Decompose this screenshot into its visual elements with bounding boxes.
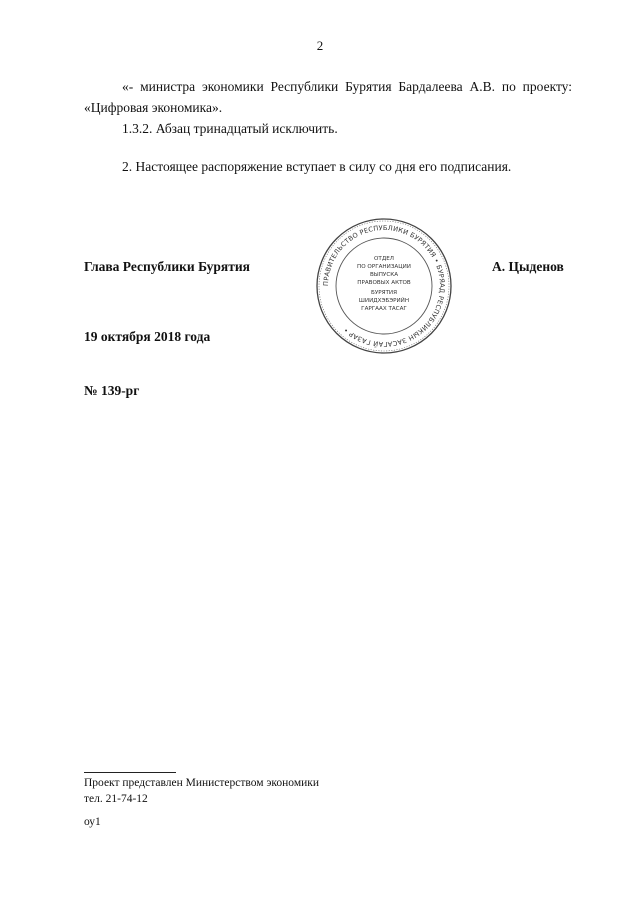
signatory-title: Глава Республики Бурятия bbox=[84, 259, 250, 274]
seal-line-2: ПО ОРГАНИЗАЦИИ bbox=[357, 264, 411, 270]
signatory-name: А. Цыденов bbox=[492, 259, 564, 274]
footnote-divider bbox=[84, 772, 176, 773]
footnote-line-3: оу1 bbox=[84, 816, 101, 828]
body-paragraph-1: «- министра экономики Республики Бурятия Бардалеева А.В. по проекту: «Цифровая экономика». bbox=[84, 79, 572, 115]
page-number: 2 bbox=[316, 38, 324, 53]
document-number: № 139-рг bbox=[84, 383, 140, 398]
seal-line-7: ГАРГААХ ТАСАГ bbox=[361, 306, 407, 312]
seal-line-5: БУРЯТИЯ bbox=[371, 290, 397, 296]
seal-line-1: ОТДЕЛ bbox=[374, 256, 394, 262]
footnote-line-1: Проект представлен Министерством экономики bbox=[84, 777, 320, 789]
seal-line-3: ВЫПУСКА bbox=[369, 272, 399, 278]
seal-line-6: ШИИДХЭБЭРИЙН bbox=[358, 298, 410, 304]
body-paragraph-2: 1.3.2. Абзац тринадцатый исключить. bbox=[122, 121, 338, 136]
seal-line-4: ПРАВОВЫХ АКТОВ bbox=[357, 280, 411, 286]
seal-ring-text: ПРАВИТЕЛЬСТВО РЕСПУБЛИКИ БУРЯТИЯ • БУРЯАД РЕСПУБЛИКЫН ЗАСАГАЙ ГАЗАР • bbox=[321, 223, 447, 349]
document-date: 19 октября 2018 года bbox=[84, 329, 211, 344]
svg-text:ПРАВИТЕЛЬСТВО РЕСПУБЛИКИ БУРЯТ bbox=[322, 224, 446, 349]
official-seal bbox=[314, 216, 454, 356]
body-paragraph-3: 2. Настоящее распоряжение вступает в силу со дня его подписания. bbox=[122, 159, 512, 174]
footnote-line-2: тел. 21-74-12 bbox=[84, 793, 148, 805]
